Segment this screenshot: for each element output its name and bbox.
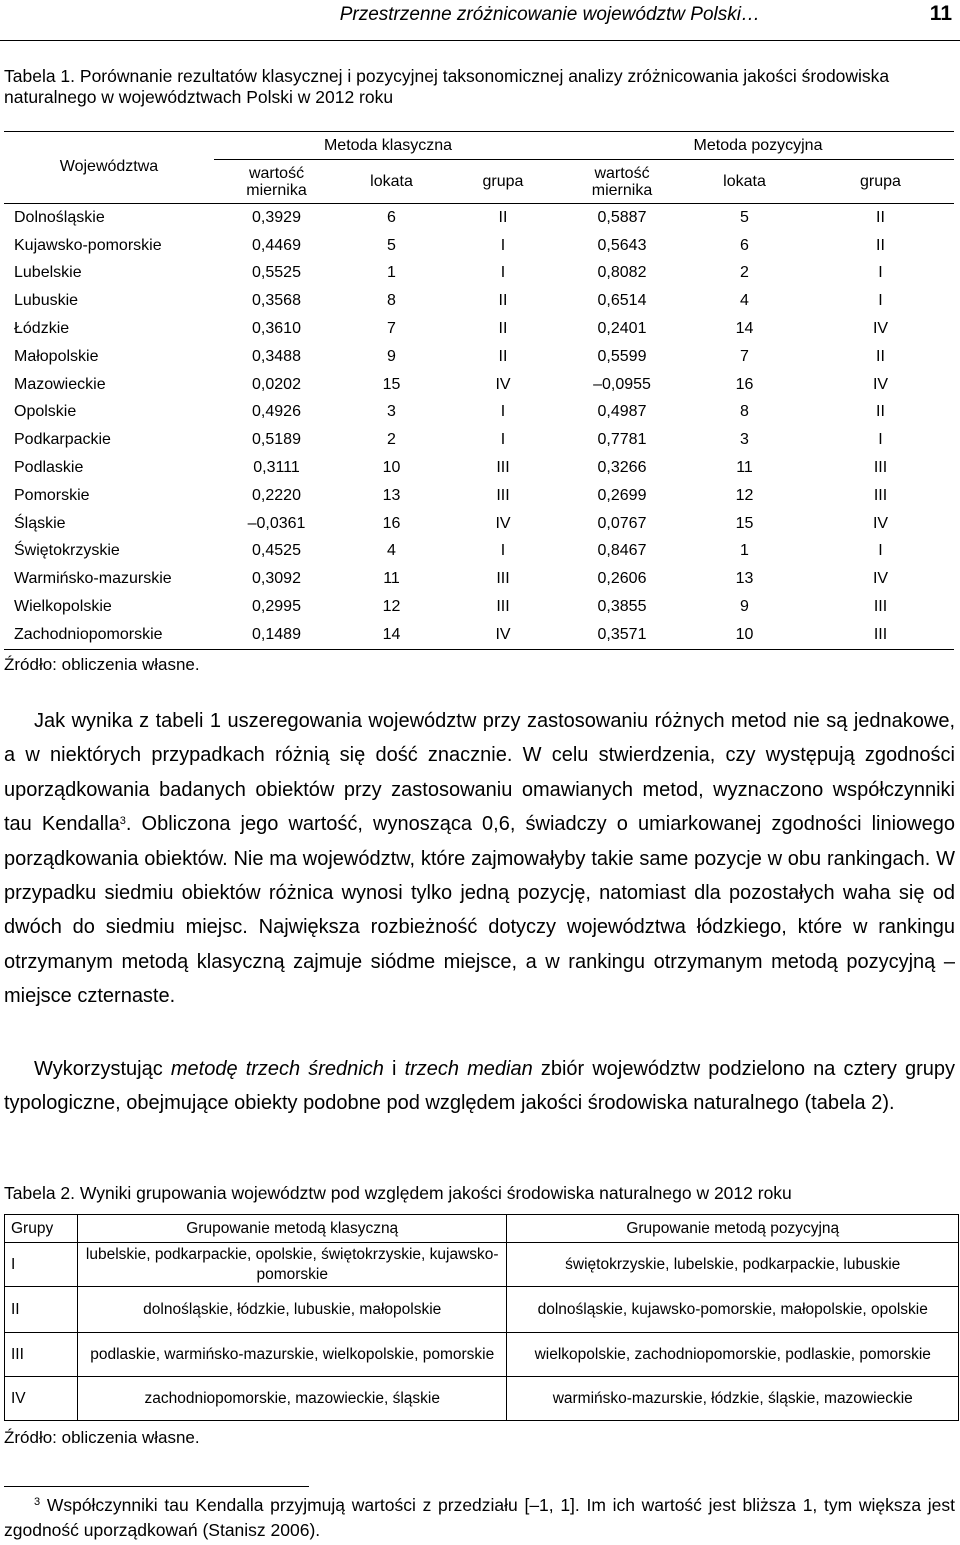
region-name: Kujawsko-pomorskie: [14, 236, 162, 254]
paragraph-1: Jak wynika z tabeli 1 uszeregowania województw przy zastosowaniu różnych metod nie są jednakowe, a w niektórych przypadkach różnią się dość znacznie. W celu stwierdzenia, czy występują zgodności uporządkowania badanych obiektów przy zastosowaniu omawianych metod, wyznaczono współczynniki tau Kendalla$^3$. Obliczona jego wartość, wynosząca 0,6, świadczy o umiarkowanej zgodności liniowego porządkowania obiektów. Nie ma województw, które zajmowałyby takie same pozycje w obu rankingach. W przypadku siedmiu obiektów różnica wynosi tylko jedną pozycję, natomiast dla pozostałych waha się od dwóch do siedmiu miejsc. Największa rozbieżność dotyczy województwa łódzkiego, które w rankingu otrzymanym metodą klasyczną zajmuje siódme miejsce, a w rankingu otrzymanym metodą pozycyjną – miejsce czternaste.: [4, 710, 955, 1008]
page-header: [0, 0, 960, 41]
rank-positional: 10: [735, 625, 754, 643]
positional-members: świętokrzyskie, lubelskie, podkarpackie, lubuskie: [507, 1243, 959, 1287]
rank-classic: 1: [387, 264, 396, 282]
value-classic: 0,5525: [252, 264, 301, 282]
value-positional: 0,2699: [597, 486, 647, 504]
region-name: Świętokrzyskie: [14, 542, 120, 560]
group-positional: II: [876, 347, 885, 365]
table-row: [4, 371, 954, 399]
group-positional: IV: [872, 375, 889, 393]
col-classic-header: Grupowanie metodą klasyczną: [77, 1215, 507, 1243]
footnote: [4, 1493, 955, 1543]
rank-classic: 8: [387, 292, 396, 310]
value-positional: –0,0955: [593, 375, 651, 393]
group-positional: II: [876, 208, 885, 226]
rank-classic: 10: [382, 459, 401, 477]
table-row: [4, 232, 954, 260]
rank-classic: 14: [382, 625, 401, 643]
value-positional: 0,0767: [597, 514, 647, 532]
group-classic: IV: [495, 375, 511, 393]
value-classic: 0,3488: [252, 347, 301, 365]
value-classic: –0,0361: [247, 514, 306, 532]
value-positional: 0,3571: [597, 625, 647, 643]
value-classic: 0,4926: [252, 403, 301, 421]
classic-members: podlaskie, warmińsko-mazurskie, wielkopolskie, pomorskie: [77, 1333, 507, 1377]
rank-classic: 4: [387, 542, 396, 560]
table2-caption: [4, 1183, 792, 1204]
table-row: [4, 593, 954, 621]
page-number: 11: [929, 2, 952, 25]
group-positional: IV: [872, 514, 889, 532]
rank-classic: 15: [382, 375, 401, 393]
footnote-ref: 3: [119, 815, 126, 828]
footnote-number: 3: [34, 1496, 41, 1508]
positional-members: wielkopolskie, zachodniopomorskie, podlaskie, pomorskie: [507, 1333, 959, 1377]
value-classic: 0,0202: [252, 375, 301, 393]
rank-classic: 9: [387, 347, 396, 365]
table-row: [4, 426, 954, 454]
group-label: I: [5, 1243, 78, 1287]
value-positional: 0,2401: [597, 320, 647, 338]
rank-classic: 16: [382, 514, 401, 532]
rank-classic: 5: [387, 236, 396, 254]
table-row: [4, 343, 954, 371]
positional-members: warmińsko-mazurskie, łódzkie, śląskie, mazowieckie: [507, 1377, 959, 1421]
table-row: [4, 482, 954, 510]
table-row: [4, 565, 954, 593]
region-name: Pomorskie: [14, 486, 90, 504]
rank-positional: 8: [740, 403, 749, 421]
table-row: [4, 399, 954, 427]
table-row: [4, 260, 954, 288]
rank-positional: 16: [735, 375, 754, 393]
group-label: III: [5, 1333, 78, 1377]
table1-caption-text: Porównanie rezultatów klasycznej i pozycyjnej taksonomicznej analizy zróżnicowania jakości środowiska naturalnego w województwach Polski w 2012 roku: [4, 66, 890, 107]
rank-classic: 7: [387, 320, 396, 338]
table2-caption-text: Wyniki grupowania województw pod względem jakości środowiska naturalnego w 2012 roku: [79, 1183, 792, 1203]
positional-members: dolnośląskie, kujawsko-pomorskie, małopolskie, opolskie: [507, 1287, 959, 1333]
group-positional: III: [873, 486, 888, 504]
group-classic: II: [498, 208, 508, 226]
rank-positional: 2: [740, 264, 749, 282]
rank-classic: 11: [383, 570, 400, 588]
group-positional: I: [878, 542, 883, 560]
table-row: [5, 1287, 959, 1333]
classic-members: dolnośląskie, łódzkie, lubuskie, małopolskie: [77, 1287, 507, 1333]
group-positional: IV: [872, 320, 889, 338]
value-classic: 0,3610: [252, 320, 301, 338]
group-positional-header: Metoda pozycyjna: [693, 136, 823, 154]
group-classic: II: [498, 292, 508, 310]
table1-caption-label: Tabela 1.: [4, 66, 76, 86]
rank-classic: 13: [382, 486, 401, 504]
group-positional: I: [878, 292, 883, 310]
col-value-classic: wartość miernika: [214, 160, 339, 204]
table1: [4, 131, 954, 650]
col-rank-positional: lokata: [682, 160, 807, 204]
group-classic: III: [496, 486, 510, 504]
value-positional: 0,3266: [597, 459, 647, 477]
group-classic: III: [496, 570, 510, 588]
value-positional: 0,6514: [597, 292, 647, 310]
value-positional: 0,5599: [597, 347, 647, 365]
table-row: [5, 1333, 959, 1377]
rank-classic: 12: [382, 598, 401, 616]
region-name: Wielkopolskie: [14, 598, 112, 616]
value-positional: 0,5643: [597, 236, 647, 254]
region-name: Śląskie: [14, 514, 66, 532]
rank-positional: 3: [740, 431, 749, 449]
table-row: [4, 454, 954, 482]
group-classic: I: [500, 431, 506, 449]
group-classic: II: [498, 320, 508, 338]
rank-positional: 15: [735, 514, 754, 532]
col-region-header: Województwa: [59, 158, 159, 175]
value-classic: 0,3092: [252, 570, 301, 588]
value-positional: 0,5887: [597, 208, 647, 226]
footnote-text: Współczynniki tau Kendalla przyjmują wartości z przedziału [–1, 1]. Im ich wartość jest bliższa 1, tym większa jest zgodność uporządkowań (Stanisz 2006).: [4, 1495, 955, 1540]
group-classic: II: [498, 347, 508, 365]
col-groups-header: Grupy: [5, 1215, 78, 1243]
value-positional: 0,8467: [597, 542, 647, 560]
group-classic: I: [500, 236, 506, 254]
value-positional: 0,2606: [597, 570, 647, 588]
value-classic: 0,3111: [253, 459, 300, 477]
group-positional: II: [876, 236, 885, 254]
region-name: Podlaskie: [14, 459, 84, 477]
group-classic: III: [496, 598, 510, 616]
group-positional: III: [873, 625, 888, 643]
region-name: Podkarpackie: [14, 431, 111, 449]
rank-positional: 6: [740, 236, 749, 254]
group-positional: II: [876, 403, 885, 421]
col-group-positional: grupa: [807, 160, 954, 204]
rank-positional: 13: [735, 570, 754, 588]
value-classic: 0,4525: [252, 542, 301, 560]
region-name: Mazowieckie: [14, 375, 106, 393]
group-classic: III: [496, 459, 510, 477]
table2-header-row: [5, 1215, 959, 1243]
value-positional: 0,7781: [597, 431, 647, 449]
col-rank-classic: lokata: [339, 160, 444, 204]
table-row: [4, 538, 954, 566]
col-value-positional: wartość miernika: [562, 160, 682, 204]
region-name: Małopolskie: [14, 347, 99, 365]
group-label: II: [5, 1287, 78, 1333]
table-row: [4, 510, 954, 538]
group-classic: I: [500, 542, 506, 560]
group-positional: I: [878, 264, 883, 282]
value-classic: 0,2220: [252, 486, 301, 504]
group-classic: I: [500, 403, 506, 421]
table2-source: Źródło: obliczenia własne.: [4, 1428, 200, 1447]
region-name: Zachodniopomorskie: [14, 625, 163, 643]
table1-header-row: [4, 132, 954, 160]
rank-classic: 6: [387, 208, 396, 226]
col-group-classic: grupa: [444, 160, 562, 204]
value-classic: 0,3568: [252, 292, 301, 310]
rank-positional: 14: [735, 320, 754, 338]
group-positional: III: [873, 459, 888, 477]
region-name: Łódzkie: [14, 320, 70, 338]
table-row: [4, 287, 954, 315]
value-positional: 0,4987: [597, 403, 647, 421]
group-classic: I: [500, 264, 506, 282]
group-classic-header: Metoda klasyczna: [323, 136, 453, 154]
table-row: [4, 204, 954, 232]
rank-positional: 5: [740, 208, 749, 226]
rank-positional: 9: [740, 598, 749, 616]
value-positional: 0,8082: [597, 264, 647, 282]
value-classic: 0,4469: [252, 236, 301, 254]
footnote-separator: [4, 1486, 309, 1487]
value-classic: 0,5189: [252, 431, 301, 449]
table-row: [5, 1377, 959, 1421]
value-positional: 0,3855: [597, 598, 647, 616]
group-positional: I: [878, 431, 883, 449]
table-row: [4, 315, 954, 343]
group-positional: III: [873, 598, 888, 616]
table1-source: Źródło: obliczenia własne.: [4, 655, 200, 674]
rank-classic: 2: [387, 431, 396, 449]
region-name: Warmińsko-mazurskie: [14, 570, 172, 588]
col-positional-header: Grupowanie metodą pozycyjną: [507, 1215, 959, 1243]
region-name: Dolnośląskie: [14, 208, 105, 226]
value-classic: 0,3929: [252, 208, 301, 226]
value-classic: 0,1489: [252, 625, 301, 643]
table2: [4, 1214, 959, 1421]
rank-positional: 4: [740, 292, 749, 310]
classic-members: zachodniopomorskie, mazowieckie, śląskie: [77, 1377, 507, 1421]
classic-members: lubelskie, podkarpackie, opolskie, świętokrzyskie, kujawsko-pomorskie: [77, 1243, 507, 1287]
group-classic: IV: [495, 625, 511, 643]
rank-classic: 3: [387, 403, 396, 421]
rank-positional: 12: [735, 486, 754, 504]
group-label: IV: [5, 1377, 78, 1421]
table-row: [4, 621, 954, 649]
region-name: Lubuskie: [14, 292, 79, 310]
rank-positional: 7: [740, 347, 749, 365]
region-name: Lubelskie: [14, 264, 82, 282]
running-title: Przestrzenne zróżnicowanie województw Polski…: [339, 4, 760, 25]
table1-caption: [4, 66, 954, 108]
rank-positional: 11: [736, 459, 753, 477]
table2-caption-label: Tabela 2.: [4, 1183, 76, 1203]
rank-positional: 1: [740, 542, 749, 560]
table-row: [5, 1243, 959, 1287]
group-positional: IV: [872, 570, 889, 588]
region-name: Opolskie: [14, 403, 77, 421]
value-classic: 0,2995: [252, 598, 301, 616]
group-classic: IV: [495, 514, 511, 532]
paragraph-2: Wykorzystując metodę trzech średnich i trzech median zbiór województw podzielono na cztery grupy typologiczne, obejmujące obiekty podobne pod względem jakości środowiska naturalnego (tabela 2).: [4, 1058, 955, 1115]
